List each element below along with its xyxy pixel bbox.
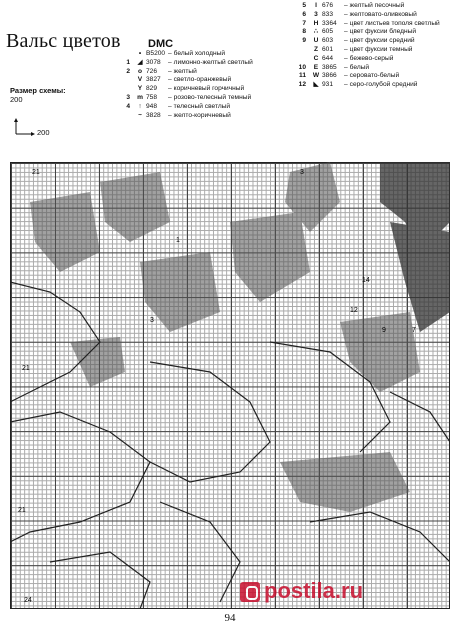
legend-sym: Z xyxy=(313,45,319,53)
legend-dash: – xyxy=(168,67,172,75)
legend-code: 3078 xyxy=(146,58,161,66)
legend-color-name: цвет листьев тополя светлый xyxy=(349,19,440,27)
legend-color-name: белый xyxy=(349,63,370,71)
legend-code: 3865 xyxy=(322,63,337,71)
chart-region-number: 7 xyxy=(412,327,416,334)
legend-color-name: коричневый горчичный xyxy=(173,85,245,93)
legend-sym: V xyxy=(137,76,143,84)
chart-region-number: 3 xyxy=(150,317,154,324)
chart-region-number: 21 xyxy=(22,365,30,372)
legend-code: 603 xyxy=(322,37,334,45)
legend-dash: – xyxy=(168,111,172,119)
legend-row xyxy=(120,103,253,112)
legend-sym: Y xyxy=(137,85,143,93)
legend-dash: – xyxy=(344,81,348,89)
legend-num: 5 xyxy=(302,2,306,9)
legend-num: 8 xyxy=(302,28,306,36)
legend-sym: ~ xyxy=(138,111,142,119)
legend-dash: – xyxy=(344,63,348,71)
legend-color-name: цвет фуксии темный xyxy=(349,45,413,53)
legend-code: 726 xyxy=(146,67,158,75)
legend-code: B5200 xyxy=(146,50,166,57)
legend-code: 676 xyxy=(322,2,334,9)
chart-region-number: 9 xyxy=(382,327,386,334)
legend-sym: ◢ xyxy=(137,58,143,66)
legend-row xyxy=(120,76,253,85)
legend-code: 3364 xyxy=(322,19,337,27)
legend-dash: – xyxy=(344,37,348,45)
legend-num: 3 xyxy=(126,93,130,101)
legend-dash: – xyxy=(344,54,348,62)
legend-code: 644 xyxy=(322,54,334,62)
legend-row xyxy=(120,59,253,68)
legend-color-name: бежево-серый xyxy=(349,54,394,62)
legend-num: 7 xyxy=(302,19,306,27)
legend-row xyxy=(120,112,253,121)
legend-sym: E xyxy=(313,63,319,71)
legend-num: 11 xyxy=(299,72,306,80)
legend-row xyxy=(296,81,440,90)
legend-row xyxy=(296,46,440,55)
legend-sym: H xyxy=(313,19,319,27)
page-title: Вальс цветов xyxy=(6,30,121,52)
chart-region-number: 14 xyxy=(362,277,370,284)
legend-color-name: серо-голубой средний xyxy=(349,81,418,89)
legend-color-name: светло-оранжевый xyxy=(173,76,232,84)
legend-code: 758 xyxy=(146,93,158,101)
legend-sym: ↑ xyxy=(138,102,142,110)
legend-sym: m xyxy=(137,93,143,101)
page-number: 94 xyxy=(224,612,236,624)
legend-row xyxy=(296,37,440,46)
chart-region-number: 3 xyxy=(300,169,304,176)
legend-row xyxy=(120,85,253,94)
legend-row xyxy=(120,50,253,59)
chart-region-number: 1 xyxy=(176,237,180,244)
legend-sym: U xyxy=(313,37,319,45)
legend-num: 6 xyxy=(302,10,306,18)
legend-row xyxy=(296,11,440,20)
legend-code: 833 xyxy=(322,10,334,18)
legend-row xyxy=(296,72,440,81)
legend-dash: – xyxy=(168,50,172,57)
legend-color-name: лимонно-желтый светлый xyxy=(173,58,253,66)
legend-left xyxy=(120,50,253,120)
legend-row xyxy=(296,55,440,64)
legend-num: 12 xyxy=(298,81,306,89)
legend-code: 948 xyxy=(146,102,158,110)
legend-code: 931 xyxy=(322,81,334,89)
size-height-value: 200 xyxy=(10,95,23,104)
legend-code: 3866 xyxy=(322,72,337,80)
legend-color-name: белый холодный xyxy=(173,50,226,57)
legend-row xyxy=(296,28,440,37)
legend-num: 2 xyxy=(126,67,130,75)
legend-sym: • xyxy=(138,50,142,57)
chart-region-number: 12 xyxy=(350,307,358,314)
scheme-size-block xyxy=(10,86,66,104)
legend-color-name: желтовато-оливковый xyxy=(349,10,417,18)
legend-dash: – xyxy=(168,76,172,84)
legend-color-name: желтый xyxy=(173,67,197,75)
legend-dash: – xyxy=(344,72,348,80)
legend-dash: – xyxy=(168,102,172,110)
legend-color-name: желто-коричневый xyxy=(173,111,231,119)
legend-dash: – xyxy=(344,19,348,27)
size-width-value: 200 xyxy=(37,128,50,137)
watermark xyxy=(240,578,363,604)
legend-code: 3828 xyxy=(146,111,161,119)
size-label: Размер схемы: xyxy=(10,86,66,95)
legend-dash: – xyxy=(344,10,348,18)
legend-dash: – xyxy=(344,2,348,9)
legend-color-name: цвет фуксии бледный xyxy=(349,28,417,36)
watermark-text: postila.ru xyxy=(264,578,364,603)
legend-num: 9 xyxy=(302,37,306,45)
legend-row xyxy=(120,94,253,103)
legend-color-name: телесный светлый xyxy=(173,102,231,110)
postila-logo-icon xyxy=(240,582,260,602)
legend-num: 4 xyxy=(126,102,130,110)
legend-dash: – xyxy=(344,45,348,53)
legend-dash: – xyxy=(168,93,172,101)
legend-color-name: розово-телесный темный xyxy=(173,93,252,101)
legend-color-name: серовато-белый xyxy=(349,72,400,80)
chart-region-number: 24 xyxy=(24,597,32,604)
legend-code: 601 xyxy=(322,45,334,53)
legend-dash: – xyxy=(168,85,172,93)
chart-region-number: 21 xyxy=(18,507,26,514)
brand-label: DMC xyxy=(148,38,174,50)
legend-code: 829 xyxy=(146,85,158,93)
legend-dash: – xyxy=(168,58,172,66)
legend-sym: C xyxy=(313,54,319,62)
legend-color-name: цвет фуксии средний xyxy=(349,37,415,45)
legend-sym: ∴ xyxy=(313,28,319,36)
legend-right xyxy=(296,2,440,90)
legend-num: 10 xyxy=(298,63,306,71)
legend-sym: W xyxy=(312,72,320,80)
chart-region-number: 21 xyxy=(32,169,40,176)
legend-sym: 3 xyxy=(314,10,318,18)
legend-color-name: желтый песочный xyxy=(349,2,405,9)
legend-code: 3827 xyxy=(146,76,161,84)
legend-sym: ◣ xyxy=(313,81,319,89)
legend-row xyxy=(296,2,440,11)
legend-num: 1 xyxy=(126,58,130,66)
chart-motif xyxy=(10,162,450,609)
legend-sym: I xyxy=(315,2,317,9)
legend-sym: o xyxy=(137,67,143,75)
flower-star-pattern xyxy=(380,162,450,332)
legend-dash: – xyxy=(344,28,348,36)
legend-code: 605 xyxy=(322,28,334,36)
